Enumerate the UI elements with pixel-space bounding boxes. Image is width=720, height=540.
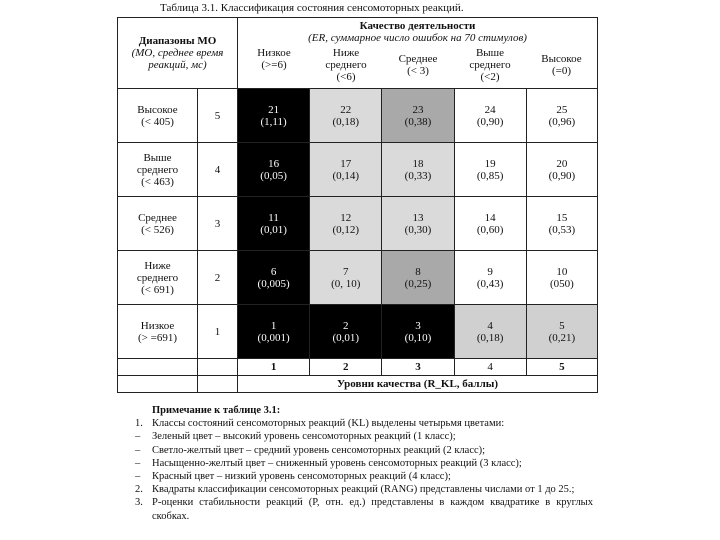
cell-value: (0,10) (404, 331, 432, 344)
cell-number: 14 (484, 211, 496, 224)
row-level: 1 (198, 305, 238, 359)
row-range: (< 526) (141, 223, 174, 236)
empty-cell (118, 359, 198, 376)
empty-cell (198, 376, 238, 393)
quality-col-2 (310, 47, 382, 83)
grid-cell (454, 251, 526, 305)
cell-number: 17 (340, 157, 352, 170)
grid-cell (382, 89, 454, 143)
grid-cell (454, 143, 526, 197)
cell-value: (0,60) (476, 223, 504, 236)
cell-number: 2 (343, 319, 349, 332)
level-number: 5 (526, 359, 597, 376)
note-text: Красный цвет – низкий уровень сенсомоторных реакций (4 класс); (152, 471, 451, 483)
grid-cell (238, 251, 310, 305)
row-label (118, 197, 198, 251)
cell-number: 7 (343, 265, 349, 278)
quality-col-5 (526, 47, 597, 83)
col-label: Среднее (398, 53, 438, 65)
cell-number: 24 (484, 103, 496, 116)
cell-number: 3 (415, 319, 421, 332)
grid-cell (310, 89, 382, 143)
quality-header (238, 18, 598, 89)
cell-number: 20 (556, 157, 568, 170)
axis-label: Уровни качества (R_KL, баллы) (238, 376, 598, 393)
cell-number: 23 (412, 103, 424, 116)
cell-value: (0,05) (260, 169, 287, 182)
quality-subtitle: (ER, суммарное число ошибок на 70 стимулов) (308, 32, 527, 44)
cell-number: 4 (487, 319, 493, 332)
row-range: (> =691) (138, 331, 177, 344)
cell-value: (0,21) (548, 331, 576, 344)
mo-header (118, 18, 238, 89)
cell-value: (0,90) (548, 169, 576, 182)
grid-cell (526, 251, 597, 305)
grid-cell (382, 197, 454, 251)
axis-row (118, 376, 598, 393)
col-cond: (>=6) (261, 59, 287, 71)
cell-number: 21 (268, 103, 280, 116)
note-marker: – (135, 457, 141, 469)
grid-cell (526, 197, 597, 251)
col-cond: (=0) (551, 65, 572, 77)
cell-value: (0,12) (332, 223, 360, 236)
note-marker: 3. (135, 497, 143, 509)
cell-value: (0,001) (257, 331, 290, 344)
note-line (135, 457, 593, 470)
note-line (135, 417, 593, 430)
row-range: (< 463) (141, 175, 174, 188)
note-text: Классы состояний сенсомоторных реакций (KL) выделены четырьмя цветами: (152, 418, 505, 430)
row-level: 5 (198, 89, 238, 143)
note-marker: 1. (135, 418, 143, 430)
grid-cell (238, 89, 310, 143)
cell-value: (0, 10) (331, 277, 361, 290)
grid-cell (526, 89, 597, 143)
table-note (135, 404, 593, 523)
note-line (135, 444, 593, 457)
note-marker: – (135, 471, 141, 483)
cell-number: 18 (412, 157, 424, 170)
cell-number: 16 (268, 157, 280, 170)
cell-value: (0,01) (332, 331, 360, 344)
cell-value: (0,33) (404, 169, 432, 182)
col-label: Высокое (541, 53, 582, 65)
cell-value: (0,43) (476, 277, 504, 290)
cell-number: 5 (559, 319, 565, 332)
cell-value: (0,96) (548, 115, 576, 128)
row-label (118, 251, 198, 305)
cell-value: (0,30) (404, 223, 432, 236)
cell-number: 8 (415, 265, 421, 278)
grid-cell (310, 143, 382, 197)
grid-cell (238, 197, 310, 251)
cell-value: (0,18) (332, 115, 360, 128)
row-level: 2 (198, 251, 238, 305)
cell-number: 15 (556, 211, 568, 224)
cell-value: (0,85) (476, 169, 504, 182)
grid-cell (238, 305, 310, 359)
cell-number: 13 (412, 211, 424, 224)
grid-cell (454, 305, 526, 359)
quality-col-1 (238, 47, 310, 83)
table-row (118, 143, 598, 197)
quality-title: Качество деятельности (359, 20, 476, 32)
grid-cell (382, 251, 454, 305)
cell-value: (0,25) (404, 277, 432, 290)
level-number: 2 (310, 359, 382, 376)
level-number: 3 (382, 359, 454, 376)
cell-value: (0,14) (332, 169, 360, 182)
grid-cell (454, 197, 526, 251)
grid-cell (526, 143, 597, 197)
col-cond: (< 3) (407, 65, 429, 77)
levels-row (118, 359, 598, 376)
col-label: Ниже среднего (325, 47, 367, 71)
level-number: 1 (238, 359, 310, 376)
row-name: Низкое (140, 319, 175, 332)
col-cond: (<6) (336, 71, 356, 83)
cell-value: (050) (549, 277, 574, 290)
quality-col-4 (454, 47, 526, 83)
row-label (118, 143, 198, 197)
cell-number: 10 (556, 265, 568, 278)
table-row (118, 251, 598, 305)
cell-number: 19 (484, 157, 496, 170)
col-label: Выше среднего (469, 47, 511, 71)
grid-cell (454, 89, 526, 143)
grid-cell (382, 305, 454, 359)
row-name: Ниже среднего (136, 259, 179, 284)
level-number: 4 (454, 359, 526, 376)
cell-number: 6 (270, 265, 277, 278)
mo-title: Диапазоны МО (138, 35, 217, 47)
classification-table (117, 17, 598, 393)
mo-subtitle: (МО, среднее время реакций, мс) (131, 47, 224, 71)
note-text: Квадраты классификации сенсомоторных реакций (RANG) представлены числами от 1 до 25.; (152, 484, 575, 496)
empty-cell (198, 359, 238, 376)
cell-value: (0,01) (260, 223, 287, 236)
cell-value: (0,18) (476, 331, 504, 344)
row-name: Среднее (138, 211, 177, 224)
row-label (118, 305, 198, 359)
cell-value: (0,38) (404, 115, 432, 128)
quality-col-3 (382, 47, 454, 83)
note-marker: 2. (135, 484, 143, 496)
note-text: P-оценки стабильности реакций (P, отн. ед.) представлены в каждом квадратике в круглых скобках. (152, 497, 593, 522)
note-marker: – (135, 431, 141, 443)
note-marker: – (135, 444, 141, 456)
cell-value: (0,53) (548, 223, 576, 236)
row-name: Выше среднего (136, 151, 179, 176)
table-row (118, 89, 598, 143)
quality-columns (238, 47, 597, 83)
row-name: Высокое (137, 103, 178, 116)
col-label: Низкое (257, 47, 291, 59)
grid-cell (310, 305, 382, 359)
cell-number: 12 (340, 211, 352, 224)
note-line (135, 483, 593, 496)
table-row (118, 197, 598, 251)
row-range: (< 691) (141, 283, 174, 296)
row-level: 4 (198, 143, 238, 197)
note-title: Примечание к таблице 3.1: (152, 405, 281, 416)
row-label (118, 89, 198, 143)
note-text: Зеленый цвет – высокий уровень сенсомоторных реакций (1 класс); (152, 431, 456, 443)
grid-cell (238, 143, 310, 197)
row-range: (< 405) (141, 115, 174, 128)
note-text: Насыщенно-желтый цвет – сниженный уровень сенсомоторных реакций (3 класс); (152, 457, 522, 469)
cell-value: (0,90) (476, 115, 504, 128)
cell-value: (1,11) (260, 115, 287, 128)
grid-cell (382, 143, 454, 197)
cell-number: 1 (270, 319, 277, 332)
note-line (135, 470, 593, 483)
col-cond: (<2) (480, 71, 500, 83)
empty-cell (118, 376, 198, 393)
cell-value: (0,005) (257, 277, 290, 290)
grid-cell (310, 197, 382, 251)
note-line (135, 496, 593, 522)
note-line (135, 430, 593, 443)
cell-number: 9 (487, 265, 493, 278)
row-level: 3 (198, 197, 238, 251)
grid-cell (310, 251, 382, 305)
table-caption: Таблица 3.1. Классификация состояния сенсомоторных реакций. (160, 2, 464, 14)
grid-cell (526, 305, 597, 359)
cell-number: 11 (268, 211, 279, 224)
cell-number: 25 (556, 103, 568, 116)
cell-number: 22 (340, 103, 352, 116)
table-row (118, 305, 598, 359)
note-text: Светло-желтый цвет – средний уровень сенсомоторных реакций (2 класс); (152, 444, 486, 456)
